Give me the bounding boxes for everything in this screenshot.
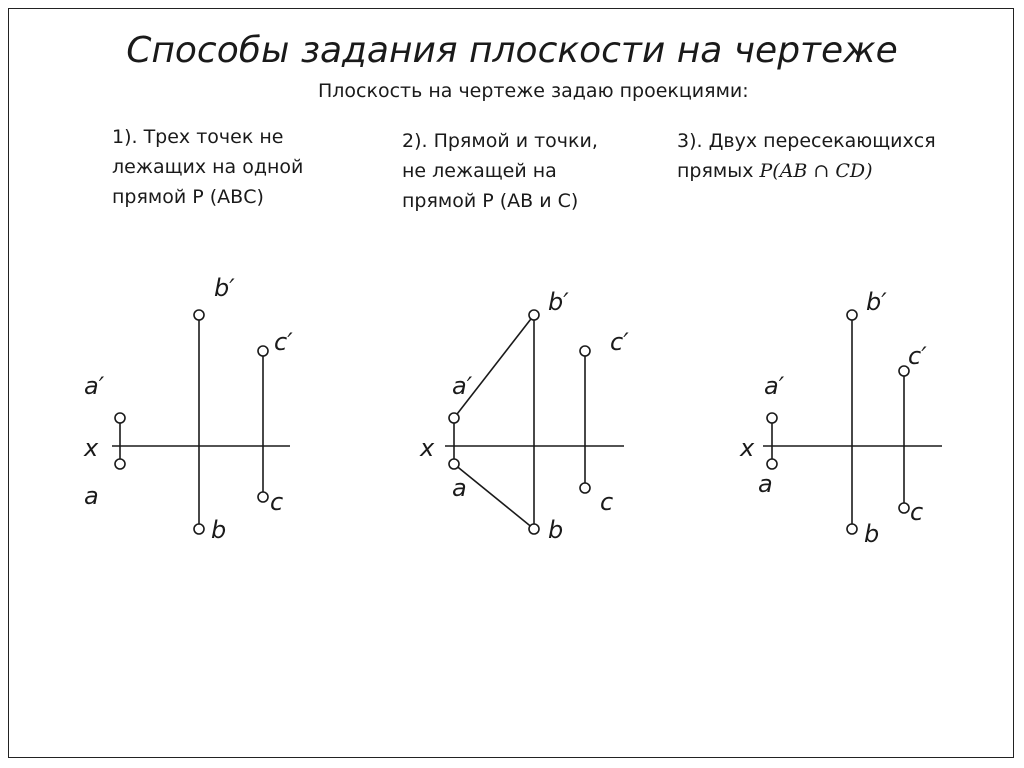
diagram-2-label-a-prime: a′ [452, 372, 473, 400]
slide-title: Способы задания плоскости на чертеже [126, 30, 898, 71]
diagram-2 [419, 288, 629, 544]
diagram-2-point-b [529, 524, 539, 534]
slide-subtitle: Плоскость на чертеже задаю проекциями: [318, 80, 749, 102]
diagram-1-label-a-prime: a′ [84, 372, 105, 400]
method-3-line-2-text: прямых [677, 160, 754, 182]
diagram-3-label-c-prime: c′ [908, 342, 927, 370]
diagram-2-point-b-prime [529, 310, 539, 320]
diagram-3-label-b: b [864, 520, 880, 548]
diagram-3-point-a-prime [767, 413, 777, 423]
diagram-2-label-c: c [600, 488, 614, 516]
diagram-3-label-x: x [740, 434, 755, 462]
diagram-1-label-x: x [84, 434, 99, 462]
method-2-line-1: 2). Прямой и точки, [402, 130, 598, 152]
diagram-1-point-c [258, 492, 268, 502]
diagram-2-line-ab-front [454, 315, 534, 418]
method-3-line-1: 3). Двух пересекающихся [677, 130, 936, 152]
diagram-3-label-c: c [910, 498, 924, 526]
diagram-3-label-b-prime: b′ [866, 288, 887, 316]
diagram-3-point-b [847, 524, 857, 534]
diagram-1-label-b-prime: b′ [214, 274, 235, 302]
diagram-3-label-a: a [758, 470, 773, 498]
diagram-1-label-b: b [211, 516, 227, 544]
diagram-2-label-b-prime: b′ [548, 288, 569, 316]
diagram-2-point-c-prime [580, 346, 590, 356]
diagram-3-label-a-prime: a′ [764, 372, 785, 400]
diagram-2-label-a: a [452, 474, 467, 502]
diagram-3-point-b-prime [847, 310, 857, 320]
diagram-3 [739, 288, 942, 548]
diagram-1-point-a-prime [115, 413, 125, 423]
diagram-2-label-c-prime: c′ [610, 328, 629, 356]
diagram-1-label-a: a [84, 482, 99, 510]
method-1-line-2: лежащих на одной [112, 156, 304, 178]
method-2-line-3: прямой Р (АВ и С) [402, 190, 579, 212]
diagram-1-point-b [194, 524, 204, 534]
diagram-1 [83, 274, 293, 544]
diagram-1-point-c-prime [258, 346, 268, 356]
diagram-2-label-b: b [548, 516, 564, 544]
method-3-formula: P(AB ∩ CD) [759, 160, 873, 182]
diagram-2-point-a-prime [449, 413, 459, 423]
method-1-line-1: 1). Трех точек не [112, 126, 284, 148]
diagram-3-point-a [767, 459, 777, 469]
diagram-3-point-c [899, 503, 909, 513]
diagram-1-point-a [115, 459, 125, 469]
method-2-line-2: не лежащей на [402, 160, 557, 182]
diagram-1-label-c: c [270, 488, 284, 516]
diagram-1-point-b-prime [194, 310, 204, 320]
method-1-line-3: прямой Р (АВС) [112, 186, 264, 208]
diagram-1-label-c-prime: c′ [274, 328, 293, 356]
diagram-2-label-x: x [420, 434, 435, 462]
diagram-2-point-a [449, 459, 459, 469]
diagram-2-point-c [580, 483, 590, 493]
